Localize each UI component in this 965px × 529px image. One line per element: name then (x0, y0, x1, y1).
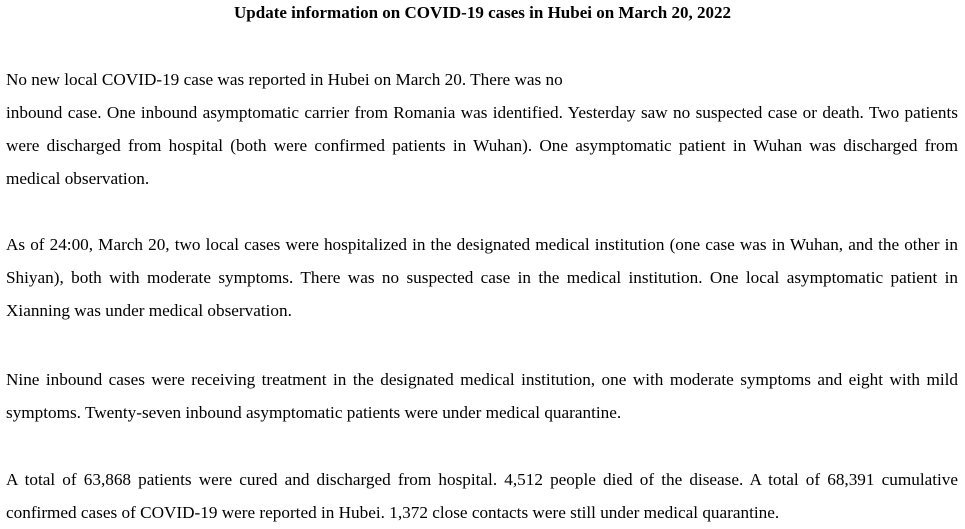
paragraph-new-cases-continuation: inbound case. One inbound asymptomatic carrier from Romania was identified. Yesterday saw no suspected case or death. Two patients were discharged from hospital (both were confirmed patients in Wuhan). One asymptomatic patient in Wuhan was discharged from medical observation. (6, 103, 958, 188)
document-title: Update information on COVID-19 cases in Hubei on March 20, 2022 (234, 3, 731, 22)
paragraph-new-cases (6, 63, 958, 195)
paragraph-inbound-cases: Nine inbound cases were receiving treatment in the designated medical institution, one with moderate symptoms and eight with mild symptoms. Twenty-seven inbound asymptomatic patients were under medical quarantine. (6, 370, 958, 422)
paragraph-cumulative-totals: A total of 63,868 patients were cured and discharged from hospital. 4,512 people died of the disease. A total of 68,391 cumulative confirmed cases of COVID-19 were reported in Hubei. 1,372 close contacts were still under medical quarantine. (6, 470, 958, 522)
paragraph-new-cases-first-line: No new local COVID-19 case was reported in Hubei on March 20. There was no (6, 70, 563, 89)
paragraph-hospitalized-cases: As of 24:00, March 20, two local cases were hospitalized in the designated medical institution (one case was in Wuhan, and the other in Shiyan), both with moderate symptoms. There was no suspected case in the medical institution. One local asymptomatic patient in Xianning was under medical observation. (6, 235, 958, 320)
